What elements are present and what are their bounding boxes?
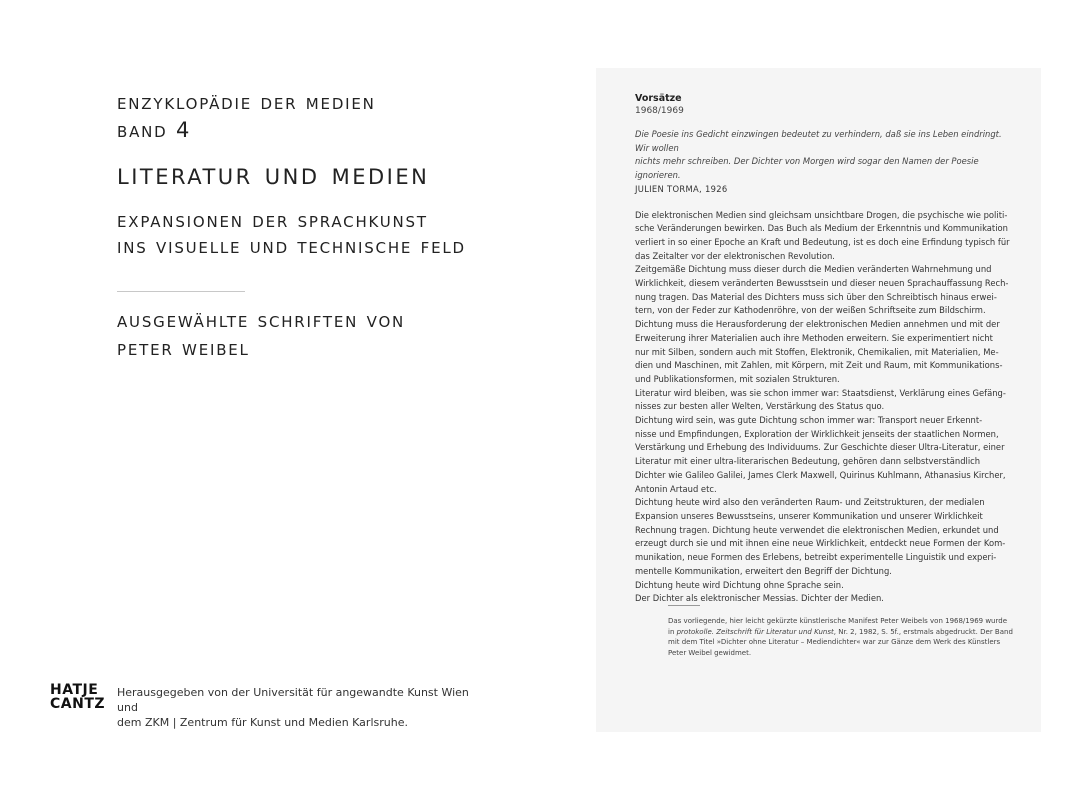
body-line: verliert in so einer Epoche an Kraft und Bedeutung, ist es doch eine Erfindung typisch für bbox=[635, 236, 1010, 247]
subtitle-line-1: expansionen der sprachkunst bbox=[117, 208, 428, 232]
body-line: nur mit Silben, sondern auch mit Stoffen, Elektronik, Chemikalien, mit Materialien, Me- bbox=[635, 346, 999, 357]
body-line: Dichtung heute wird also den veränderten Raum- und Zeitstrukturen, der medialen bbox=[635, 497, 985, 508]
footnote-line-2 bbox=[668, 627, 1013, 638]
body-line: Erweiterung ihrer Materialien auch ihre Methoden erweitern. Sie experimentiert nicht bbox=[635, 332, 993, 343]
body-line: Zeitgemäße Dichtung muss dieser durch die Medien veränderten Wahrnehmung und bbox=[635, 264, 992, 275]
epigraph-line-1: Die Poesie ins Gedicht einzwingen bedeutet zu verhindern, daß sie ins Leben eindringt. Wir wollen bbox=[635, 129, 1002, 153]
body-line: erzeugt durch sie und mit ihnen eine neue Wirklichkeit, entdeckt neue Formen der Kom- bbox=[635, 538, 1006, 549]
footnote-line-1: Das vorliegende, hier leicht gekürzte künstlerische Manifest Peter Weibels von 1968/1969 wurde bbox=[668, 617, 1008, 625]
body-line: nisse und Empfindungen, Exploration der Wirklichkeit jenseits der staatlichen Normen, bbox=[635, 428, 999, 439]
logo-line-1: HATJE bbox=[50, 682, 99, 698]
body-line: Der Dichter als elektronischer Messias. Dichter der Medien. bbox=[635, 593, 884, 604]
body-line: und Publikationsformen, mit sozialen Strukturen. bbox=[635, 373, 840, 384]
footnote-in: in bbox=[668, 627, 677, 636]
credit-line-1: Herausgegeben von der Universität für angewandte Kunst Wien und bbox=[117, 686, 469, 714]
body-line: das Zeitalter vor der elektronischen Revolution. bbox=[635, 250, 835, 261]
body-line: Die elektronischen Medien sind gleichsam unsichtbare Drogen, die psychische wie politi- bbox=[635, 209, 1008, 220]
body-line: Dichtung wird sein, was gute Dichtung schon immer war: Transport neuer Erkennt- bbox=[635, 415, 983, 426]
manifesto-text bbox=[635, 92, 1011, 606]
footnote-line-3: mit dem Titel »Dichter ohne Literatur – Mediendichter« war zur Gänze dem Werk des Künstlers bbox=[668, 638, 1001, 646]
footnote bbox=[668, 616, 1013, 658]
body-line: dien und Maschinen, mit Zahlen, mit Körpern, mit Zeit und Raum, mit Kommunikations- bbox=[635, 360, 1003, 371]
epigraph-line-2: nichts mehr schreiben. Der Dichter von Morgen wird sogar den Namen der Poesie ignorieren. bbox=[635, 156, 979, 181]
right-page bbox=[596, 68, 1041, 732]
book-subtitle bbox=[117, 207, 466, 259]
body-line: Expansion unseres Bewusstseins, unserer Kommunikation und unserer Wirklichkeit bbox=[635, 510, 983, 521]
series-name: enzyklopädie der medien bbox=[117, 90, 376, 114]
body-line: Dichter wie Galileo Galilei, James Clerk Maxwell, Quirinus Kuhlmann, Athanasius Kircher, bbox=[635, 469, 1006, 480]
author-intro: ausgewählte schriften von bbox=[117, 308, 406, 332]
series-volume: band 4 bbox=[117, 118, 192, 142]
series-title bbox=[117, 88, 376, 144]
author-block bbox=[117, 306, 405, 362]
logo-line-2: CANTZ bbox=[50, 696, 106, 712]
body-line: Verstärkung und Erhebung des Individuums. Zur Geschichte dieser Ultra-Literatur, einer bbox=[635, 442, 1005, 453]
body-line: Rechnung tragen. Dichtung heute verwendet die elektronischen Medien, erkundet und bbox=[635, 524, 999, 535]
manifesto-heading: Vorsätze bbox=[635, 93, 682, 104]
body-line: tern, von der Feder zur Kathodenröhre, von der weißen Schriftseite zum Bildschirm. bbox=[635, 305, 986, 316]
author-name: peter weibel bbox=[117, 336, 250, 360]
footnote-citation: , Nr. 2, 1982, S. 5f., erstmals abgedruckt. Der Band bbox=[833, 627, 1013, 636]
body-line: munikation, neue Formen des Erlebens, betreibt experimentelle Linguistik und experi- bbox=[635, 552, 997, 563]
body-line: sche Veränderungen bewirken. Das Buch als Medium der Erkenntnis und Kommunikation bbox=[635, 223, 1008, 234]
footnote-rule bbox=[668, 605, 700, 606]
subtitle-line-2: ins visuelle und technische feld bbox=[117, 234, 466, 258]
body-line: Literatur mit einer ultra-literarischen Bedeutung, gehören dann selbstverständlich bbox=[635, 456, 981, 467]
body-line: Dichtung heute wird Dichtung ohne Sprache sein. bbox=[635, 579, 844, 590]
body-line: Dichtung muss die Herausforderung der elektronischen Medien annehmen und mit der bbox=[635, 319, 1000, 330]
manifesto-body bbox=[635, 209, 1011, 606]
body-line: Literatur wird bleiben, was sie schon immer war: Staatsdienst, Verklärung eines Gefäng- bbox=[635, 387, 1006, 398]
journal-title: protokolle. Zeitschrift für Literatur und Kunst bbox=[676, 627, 834, 636]
credit-line-2: dem ZKM | Zentrum für Kunst und Medien Karlsruhe. bbox=[117, 716, 408, 729]
body-line: Wirklichkeit, diesem veränderten Bewusstsein und dieser neuen Sprachauffassung Rech- bbox=[635, 278, 1009, 289]
body-line: mentelle Kommunikation, erweitert den Begriff der Dichtung. bbox=[635, 565, 892, 576]
body-line: nisses zur besten aller Welten, Verstärkung des Status quo. bbox=[635, 401, 885, 412]
body-line: Antonin Artaud etc. bbox=[635, 483, 717, 494]
book-title: literatur und medien bbox=[117, 157, 430, 192]
editor-credit bbox=[117, 685, 477, 730]
manifesto-date: 1968/1969 bbox=[635, 106, 684, 116]
publisher-logo bbox=[50, 683, 105, 711]
epigraph-author: JULIEN TORMA, 1926 bbox=[635, 183, 728, 194]
epigraph bbox=[635, 128, 1011, 183]
divider bbox=[117, 291, 245, 292]
footnote-line-4: Peter Weibel gewidmet. bbox=[668, 648, 752, 657]
body-line: nung tragen. Das Material des Dichters muss sich über den Schreibtisch hinaus erwei- bbox=[635, 291, 997, 302]
